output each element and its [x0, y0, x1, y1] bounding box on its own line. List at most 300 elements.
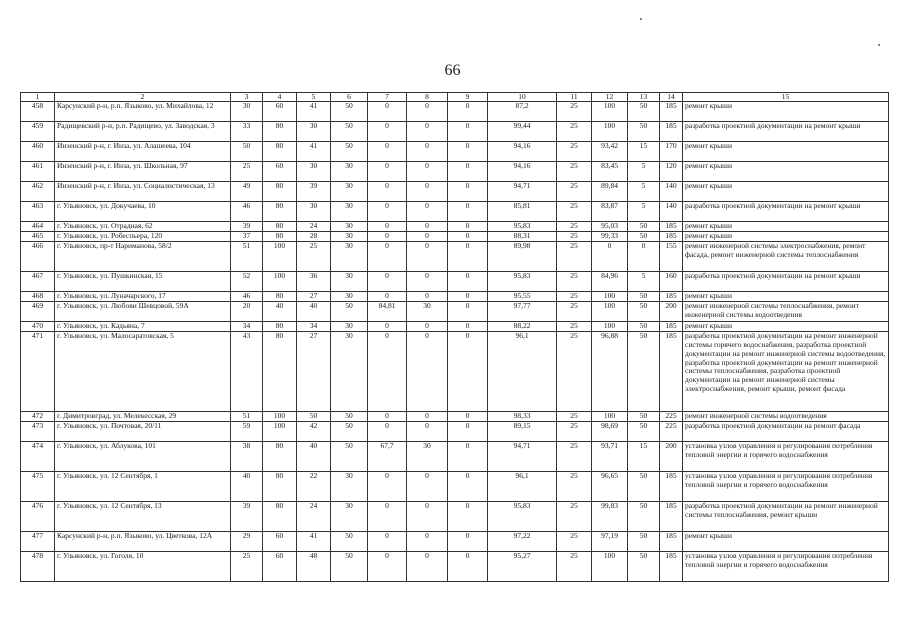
cell-col-13: 5 [628, 162, 660, 182]
cell-col-4: 80 [263, 472, 297, 502]
cell-col-10: 88,22 [488, 322, 557, 332]
cell-row-number: 477 [21, 532, 55, 552]
cell-col-3: 37 [231, 232, 263, 242]
cell-row-number: 461 [21, 162, 55, 182]
cell-col-14: 225 [660, 412, 683, 422]
table-row [21, 242, 889, 272]
cell-address: Карсунский р-н, р.п. Языково, ул. Цветкова, 12А [55, 532, 231, 552]
cell-col-3: 52 [231, 272, 263, 292]
cell-col-5: 39 [297, 182, 331, 202]
cell-col-10: 95,83 [488, 222, 557, 232]
cell-col-4: 100 [263, 242, 297, 272]
table-body [21, 102, 889, 582]
cell-col-8: 0 [407, 332, 448, 412]
cell-row-number: 472 [21, 412, 55, 422]
cell-col-4: 60 [263, 552, 297, 582]
cell-col-12: 93,71 [592, 442, 628, 472]
cell-address: Радищевский р-н, р.п. Радищево, ул. Заводская, 3 [55, 122, 231, 142]
cell-row-number: 467 [21, 272, 55, 292]
cell-col-5: 41 [297, 532, 331, 552]
cell-col-7: 0 [368, 202, 407, 222]
cell-address: г. Ульяновск, пр-т Нариманова, 58/2 [55, 242, 231, 272]
table-row [21, 102, 889, 122]
cell-col-9: 0 [448, 322, 488, 332]
cell-col-14: 185 [660, 122, 683, 142]
cell-col-10: 96,1 [488, 332, 557, 412]
cell-col-3: 50 [231, 142, 263, 162]
cell-row-number: 476 [21, 502, 55, 532]
cell-row-number: 460 [21, 142, 55, 162]
column-header-5: 5 [297, 93, 331, 102]
cell-work-type: разработка проектной документации на ремонт крыши [683, 122, 889, 142]
cell-col-11: 25 [557, 412, 592, 422]
cell-col-10: 94,71 [488, 182, 557, 202]
cell-col-11: 25 [557, 162, 592, 182]
cell-col-11: 25 [557, 332, 592, 412]
cell-address: г. Ульяновск, ул. Гоголя, 10 [55, 552, 231, 582]
table-row [21, 232, 889, 242]
cell-col-13: 50 [628, 532, 660, 552]
cell-col-5: 42 [297, 422, 331, 442]
cell-address: г. Ульяновск, ул. Отрадная, 62 [55, 222, 231, 232]
cell-col-5: 40 [297, 442, 331, 472]
cell-col-3: 59 [231, 422, 263, 442]
cell-col-7: 67,7 [368, 442, 407, 472]
table-row [21, 422, 889, 442]
cell-col-4: 80 [263, 182, 297, 202]
cell-col-7: 0 [368, 242, 407, 272]
cell-col-9: 0 [448, 532, 488, 552]
cell-col-4: 80 [263, 502, 297, 532]
cell-col-8: 0 [407, 532, 448, 552]
cell-col-13: 15 [628, 442, 660, 472]
cell-col-3: 34 [231, 322, 263, 332]
cell-address: г. Ульяновск, ул. Аблукова, 101 [55, 442, 231, 472]
cell-col-14: 160 [660, 272, 683, 292]
cell-work-type: ремонт инженерной системы водоотведения [683, 412, 889, 422]
column-header-6: 6 [331, 93, 368, 102]
table-row [21, 122, 889, 142]
column-header-7: 7 [368, 93, 407, 102]
cell-col-11: 25 [557, 202, 592, 222]
cell-col-8: 0 [407, 422, 448, 442]
cell-col-4: 80 [263, 332, 297, 412]
cell-col-5: 50 [297, 412, 331, 422]
cell-col-9: 0 [448, 302, 488, 322]
cell-col-9: 0 [448, 332, 488, 412]
cell-col-12: 100 [592, 302, 628, 322]
cell-col-14: 185 [660, 102, 683, 122]
cell-col-14: 200 [660, 302, 683, 322]
cell-col-12: 100 [592, 552, 628, 582]
cell-col-7: 0 [368, 532, 407, 552]
cell-col-5: 30 [297, 202, 331, 222]
cell-col-3: 51 [231, 412, 263, 422]
cell-col-9: 0 [448, 202, 488, 222]
cell-col-11: 25 [557, 182, 592, 202]
cell-col-13: 50 [628, 102, 660, 122]
cell-col-4: 80 [263, 202, 297, 222]
cell-row-number: 459 [21, 122, 55, 142]
cell-col-7: 0 [368, 422, 407, 442]
cell-col-14: 170 [660, 142, 683, 162]
cell-col-7: 0 [368, 502, 407, 532]
cell-col-4: 80 [263, 232, 297, 242]
cell-col-14: 185 [660, 322, 683, 332]
cell-col-7: 0 [368, 472, 407, 502]
cell-col-7: 0 [368, 552, 407, 582]
cell-work-type: ремонт крыши [683, 292, 889, 302]
cell-col-7: 0 [368, 162, 407, 182]
cell-col-3: 25 [231, 552, 263, 582]
cell-col-14: 140 [660, 182, 683, 202]
cell-col-10: 94,16 [488, 162, 557, 182]
cell-col-3: 43 [231, 332, 263, 412]
cell-col-10: 98,33 [488, 412, 557, 422]
cell-col-8: 0 [407, 412, 448, 422]
cell-col-13: 5 [628, 272, 660, 292]
cell-col-11: 25 [557, 122, 592, 142]
cell-col-14: 185 [660, 232, 683, 242]
cell-col-9: 0 [448, 422, 488, 442]
cell-col-11: 25 [557, 322, 592, 332]
cell-col-10: 88,31 [488, 232, 557, 242]
table-row [21, 182, 889, 202]
cell-col-4: 80 [263, 122, 297, 142]
cell-col-5: 34 [297, 322, 331, 332]
cell-col-6: 30 [331, 272, 368, 292]
housing-repair-register-table [20, 92, 889, 582]
cell-col-4: 60 [263, 162, 297, 182]
table-row [21, 552, 889, 582]
cell-address: г. Ульяновск, ул. Кадьяна, 7 [55, 322, 231, 332]
cell-col-13: 50 [628, 232, 660, 242]
cell-col-8: 0 [407, 222, 448, 232]
cell-work-type: установка узлов управления и регулирования потребления тепловой энергии и горячего водоснабжения [683, 472, 889, 502]
cell-col-13: 50 [628, 422, 660, 442]
cell-col-13: 5 [628, 202, 660, 222]
column-header-15: 15 [683, 93, 889, 102]
cell-col-12: 100 [592, 122, 628, 142]
cell-col-7: 0 [368, 232, 407, 242]
cell-work-type: разработка проектной документации на ремонт крыши [683, 202, 889, 222]
cell-col-11: 25 [557, 442, 592, 472]
cell-col-6: 50 [331, 102, 368, 122]
cell-address: Инзенский р-н, г. Инза, ул. Алашеева, 104 [55, 142, 231, 162]
cell-col-5: 41 [297, 142, 331, 162]
cell-address: г. Ульяновск, ул. Робеспьера, 120 [55, 232, 231, 242]
cell-work-type: ремонт инженерной системы теплоснабжения, ремонт инженерной системы водоотведения [683, 302, 889, 322]
cell-address: г. Ульяновск, ул. Малосаратовская, 5 [55, 332, 231, 412]
column-header-9: 9 [448, 93, 488, 102]
column-header-12: 12 [592, 93, 628, 102]
cell-col-4: 60 [263, 102, 297, 122]
cell-col-6: 30 [331, 182, 368, 202]
cell-col-10: 97,77 [488, 302, 557, 322]
cell-col-11: 25 [557, 302, 592, 322]
cell-col-4: 80 [263, 442, 297, 472]
cell-col-9: 0 [448, 412, 488, 422]
cell-col-9: 0 [448, 182, 488, 202]
cell-address: г. Ульяновск, ул. Пушкинская, 15 [55, 272, 231, 292]
cell-address: г. Ульяновск, ул. Почтовая, 20/11 [55, 422, 231, 442]
cell-row-number: 466 [21, 242, 55, 272]
cell-address: г. Ульяновск, ул. 12 Сентября, 1 [55, 472, 231, 502]
cell-col-9: 0 [448, 142, 488, 162]
table-row [21, 502, 889, 532]
cell-col-11: 25 [557, 272, 592, 292]
cell-col-11: 25 [557, 232, 592, 242]
cell-col-6: 30 [331, 232, 368, 242]
cell-col-5: 28 [297, 232, 331, 242]
cell-col-14: 140 [660, 202, 683, 222]
cell-col-12: 97,19 [592, 532, 628, 552]
cell-col-12: 96,88 [592, 332, 628, 412]
cell-row-number: 468 [21, 292, 55, 302]
cell-work-type: разработка проектной документации на ремонт инженерной системы горячего водоснабжения, разработка проектной документации на ремонт инженерной системы водоотведения, разработка проектной документации на ремонт инженерной системы теплоснабжения, разработка проектной документации на ремонт инженерной системы электроснабжения, ремонт крыши, ремонт фасада [683, 332, 889, 412]
cell-col-12: 100 [592, 322, 628, 332]
cell-col-6: 30 [331, 242, 368, 272]
cell-col-7: 0 [368, 222, 407, 232]
cell-col-11: 25 [557, 532, 592, 552]
cell-col-8: 0 [407, 472, 448, 502]
cell-row-number: 465 [21, 232, 55, 242]
table-row [21, 302, 889, 322]
cell-address: г. Ульяновск, ул. 12 Сентября, 13 [55, 502, 231, 532]
cell-col-8: 0 [407, 272, 448, 292]
scan-speck [878, 44, 880, 46]
cell-work-type: ремонт крыши [683, 532, 889, 552]
cell-col-8: 30 [407, 302, 448, 322]
cell-col-7: 0 [368, 122, 407, 142]
table-row [21, 222, 889, 232]
cell-col-8: 0 [407, 142, 448, 162]
cell-address: Инзенский р-н, г. Инза, ул. Социалистическая, 13 [55, 182, 231, 202]
cell-col-6: 30 [331, 292, 368, 302]
cell-col-12: 100 [592, 292, 628, 302]
cell-col-3: 51 [231, 242, 263, 272]
cell-col-12: 95,03 [592, 222, 628, 232]
page-number: 66 [444, 62, 461, 79]
cell-col-8: 0 [407, 502, 448, 532]
cell-row-number: 464 [21, 222, 55, 232]
cell-col-8: 0 [407, 242, 448, 272]
cell-col-8: 30 [407, 442, 448, 472]
cell-col-6: 30 [331, 472, 368, 502]
cell-col-3: 38 [231, 442, 263, 472]
cell-col-10: 87,2 [488, 102, 557, 122]
column-header-3: 3 [231, 93, 263, 102]
cell-col-7: 84,81 [368, 302, 407, 322]
cell-col-5: 27 [297, 332, 331, 412]
cell-col-10: 96,1 [488, 472, 557, 502]
cell-col-6: 30 [331, 202, 368, 222]
cell-col-4: 40 [263, 302, 297, 322]
cell-col-3: 25 [231, 162, 263, 182]
cell-col-9: 0 [448, 222, 488, 232]
cell-work-type: ремонт крыши [683, 322, 889, 332]
cell-col-4: 100 [263, 412, 297, 422]
cell-col-14: 200 [660, 442, 683, 472]
cell-col-12: 83,45 [592, 162, 628, 182]
cell-col-12: 0 [592, 242, 628, 272]
cell-col-7: 0 [368, 272, 407, 292]
cell-col-6: 50 [331, 552, 368, 582]
cell-col-12: 84,96 [592, 272, 628, 292]
cell-row-number: 475 [21, 472, 55, 502]
cell-address: Инзенский р-н, г. Инза, ул. Школьная, 97 [55, 162, 231, 182]
cell-col-8: 0 [407, 552, 448, 582]
cell-col-8: 0 [407, 182, 448, 202]
cell-col-14: 225 [660, 422, 683, 442]
cell-col-11: 25 [557, 502, 592, 532]
cell-col-11: 25 [557, 472, 592, 502]
cell-col-8: 0 [407, 162, 448, 182]
table-row [21, 272, 889, 292]
table-row [21, 292, 889, 302]
cell-col-10: 89,98 [488, 242, 557, 272]
cell-col-14: 185 [660, 292, 683, 302]
cell-col-3: 39 [231, 502, 263, 532]
cell-col-6: 30 [331, 162, 368, 182]
cell-col-14: 185 [660, 532, 683, 552]
cell-work-type: ремонт крыши [683, 182, 889, 202]
cell-col-7: 0 [368, 142, 407, 162]
cell-col-7: 0 [368, 322, 407, 332]
column-header-14: 14 [660, 93, 683, 102]
cell-col-5: 40 [297, 302, 331, 322]
cell-col-13: 50 [628, 332, 660, 412]
cell-col-13: 50 [628, 302, 660, 322]
cell-col-9: 0 [448, 242, 488, 272]
cell-col-5: 22 [297, 472, 331, 502]
cell-col-3: 30 [231, 102, 263, 122]
column-header-13: 13 [628, 93, 660, 102]
cell-work-type: разработка проектной документации на ремонт инженерной системы теплоснабжения, ремонт крыши [683, 502, 889, 532]
cell-col-8: 0 [407, 322, 448, 332]
cell-col-12: 99,33 [592, 232, 628, 242]
cell-col-9: 0 [448, 102, 488, 122]
cell-col-10: 85,81 [488, 202, 557, 222]
cell-work-type: ремонт крыши [683, 162, 889, 182]
cell-col-12: 98,69 [592, 422, 628, 442]
cell-col-10: 95,83 [488, 502, 557, 532]
cell-col-6: 30 [331, 502, 368, 532]
cell-col-6: 50 [331, 142, 368, 162]
cell-col-6: 50 [331, 412, 368, 422]
cell-col-5: 30 [297, 122, 331, 142]
cell-col-9: 0 [448, 232, 488, 242]
cell-col-8: 0 [407, 102, 448, 122]
cell-address: г. Ульяновск, ул. Луначарского, 17 [55, 292, 231, 302]
cell-col-3: 20 [231, 302, 263, 322]
cell-col-10: 95,55 [488, 292, 557, 302]
cell-col-9: 0 [448, 122, 488, 142]
cell-col-5: 25 [297, 242, 331, 272]
cell-row-number: 458 [21, 102, 55, 122]
column-header-4: 4 [263, 93, 297, 102]
cell-col-11: 25 [557, 222, 592, 232]
cell-work-type: разработка проектной документации на ремонт фасада [683, 422, 889, 442]
cell-col-13: 50 [628, 412, 660, 422]
cell-row-number: 470 [21, 322, 55, 332]
cell-row-number: 471 [21, 332, 55, 412]
cell-col-12: 99,83 [592, 502, 628, 532]
cell-col-13: 15 [628, 142, 660, 162]
cell-col-14: 155 [660, 242, 683, 272]
cell-col-6: 50 [331, 442, 368, 472]
cell-col-13: 50 [628, 472, 660, 502]
cell-col-4: 80 [263, 292, 297, 302]
cell-col-6: 30 [331, 332, 368, 412]
cell-col-12: 83,87 [592, 202, 628, 222]
cell-col-9: 0 [448, 292, 488, 302]
cell-col-12: 89,84 [592, 182, 628, 202]
cell-col-5: 24 [297, 222, 331, 232]
table-row [21, 202, 889, 222]
cell-row-number: 463 [21, 202, 55, 222]
cell-col-10: 95,27 [488, 552, 557, 582]
cell-col-7: 0 [368, 292, 407, 302]
cell-col-13: 50 [628, 122, 660, 142]
cell-address: Карсунский р-н, р.п. Языково, ул. Михайлова, 12 [55, 102, 231, 122]
cell-col-6: 50 [331, 122, 368, 142]
table-row [21, 472, 889, 502]
cell-col-8: 0 [407, 122, 448, 142]
cell-col-8: 0 [407, 232, 448, 242]
column-header-10: 10 [488, 93, 557, 102]
cell-work-type: ремонт крыши [683, 232, 889, 242]
cell-col-4: 80 [263, 322, 297, 332]
table-header-row [21, 93, 889, 102]
cell-address: г. Ульяновск, ул. Докучаева, 10 [55, 202, 231, 222]
cell-col-3: 33 [231, 122, 263, 142]
cell-col-9: 0 [448, 502, 488, 532]
cell-col-6: 50 [331, 422, 368, 442]
cell-col-13: 0 [628, 242, 660, 272]
cell-col-7: 0 [368, 102, 407, 122]
cell-col-9: 0 [448, 472, 488, 502]
table-row [21, 332, 889, 412]
cell-row-number: 474 [21, 442, 55, 472]
cell-col-12: 96,65 [592, 472, 628, 502]
cell-col-13: 5 [628, 182, 660, 202]
column-header-1: 1 [21, 93, 55, 102]
table-row [21, 322, 889, 332]
cell-col-6: 30 [331, 222, 368, 232]
cell-col-6: 30 [331, 322, 368, 332]
cell-col-14: 120 [660, 162, 683, 182]
cell-col-6: 50 [331, 532, 368, 552]
cell-col-5: 36 [297, 272, 331, 292]
cell-col-14: 185 [660, 502, 683, 532]
cell-work-type: ремонт крыши [683, 142, 889, 162]
cell-address: г. Ульяновск, ул. Любови Шевцовой, 59А [55, 302, 231, 322]
column-header-2: 2 [55, 93, 231, 102]
cell-col-14: 185 [660, 332, 683, 412]
cell-col-4: 60 [263, 532, 297, 552]
cell-col-10: 95,83 [488, 272, 557, 292]
column-header-11: 11 [557, 93, 592, 102]
cell-col-9: 0 [448, 442, 488, 472]
cell-col-10: 89,15 [488, 422, 557, 442]
cell-col-8: 0 [407, 292, 448, 302]
column-header-8: 8 [407, 93, 448, 102]
cell-col-5: 24 [297, 502, 331, 532]
cell-col-9: 0 [448, 552, 488, 582]
cell-col-13: 50 [628, 292, 660, 302]
cell-col-13: 50 [628, 552, 660, 582]
